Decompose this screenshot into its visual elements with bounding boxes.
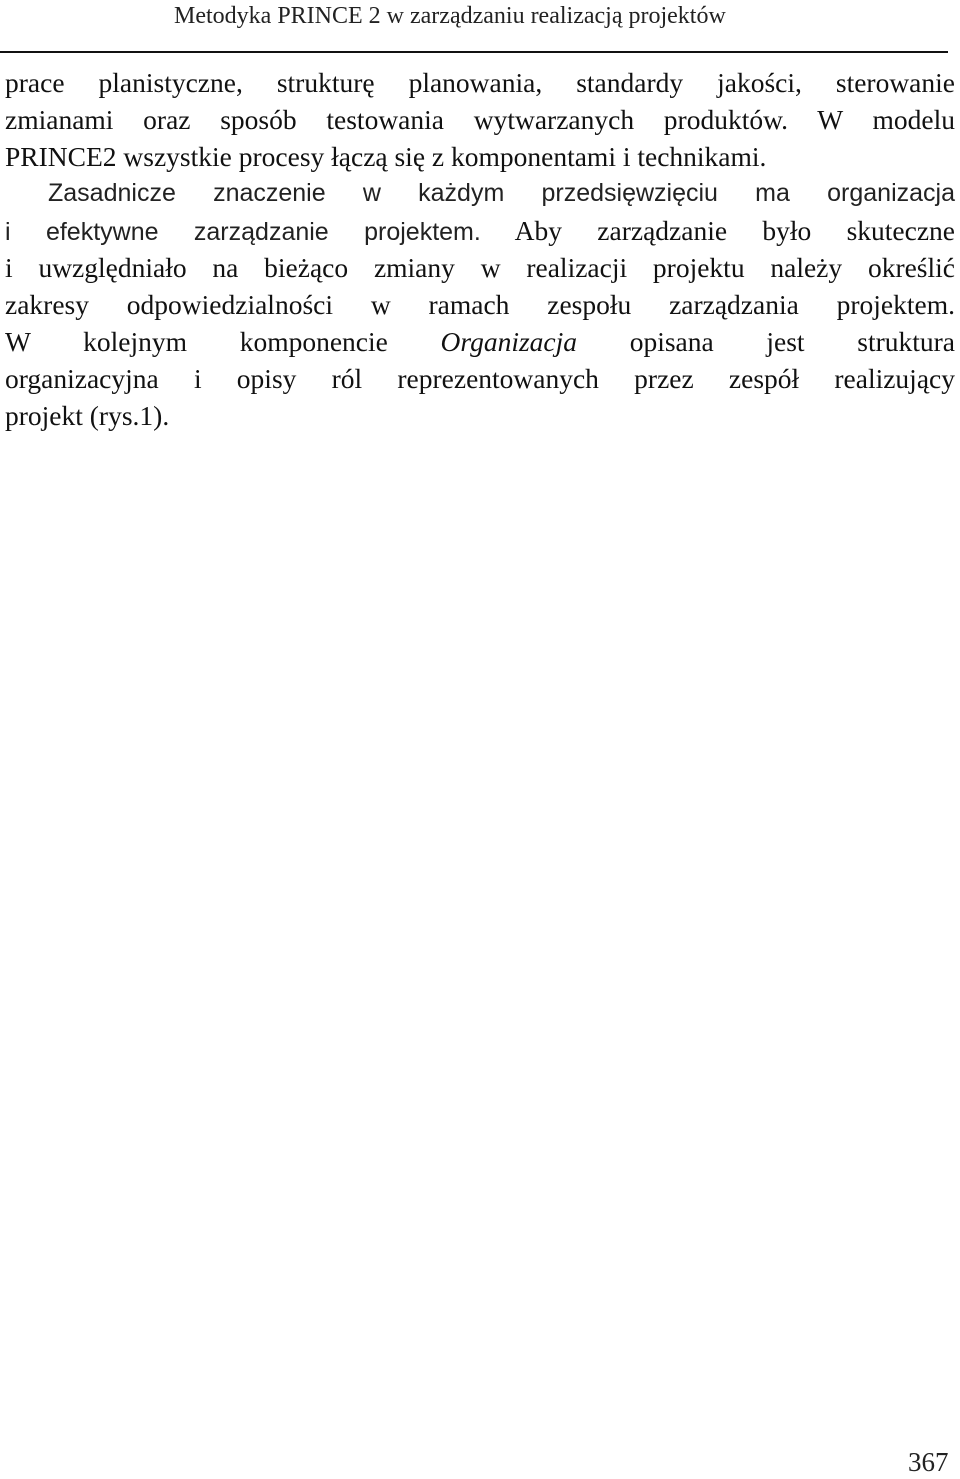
text-segment: Aby zarządzanie było skuteczne — [514, 215, 956, 246]
page-header — [0, 0, 948, 53]
text-line — [5, 323, 955, 360]
text-line: zmianami oraz sposób testowania wytwarzanych produktów. W modelu — [5, 104, 955, 135]
text-line: PRINCE2 wszystkie procesy łączą się z komponentami i technikami. — [5, 141, 767, 172]
text-line: prace planistyczne, strukturę planowania, standardy jakości, sterowanie — [5, 67, 955, 98]
body-paragraph — [5, 64, 955, 434]
text-segment: W kolejnym komponencie — [5, 326, 388, 357]
text-line: organizacyjna i opisy ról reprezentowanych przez zespół realizujący — [5, 363, 955, 394]
text-line — [5, 212, 955, 249]
text-line: Zasadnicze znaczenie w każdym przedsięwzięciu ma organizacja — [48, 179, 955, 207]
text-line: projekt (rys.1). — [5, 400, 170, 431]
text-line: i uwzględniało na bieżąco zmiany w realizacji projektu należy określić — [5, 252, 955, 283]
text-segment: opisana jest struktura — [629, 326, 956, 357]
text-line: zakresy odpowiedzialności w ramach zespołu zarządzania projektem. — [5, 289, 955, 320]
text-segment: i efektywne zarządzanie projektem. — [5, 218, 481, 246]
italic-term: Organizacja — [440, 326, 578, 357]
running-head: Metodyka PRINCE 2 w zarządzaniu realizacją projektów — [174, 3, 726, 29]
page-number: 367 — [908, 1447, 949, 1477]
